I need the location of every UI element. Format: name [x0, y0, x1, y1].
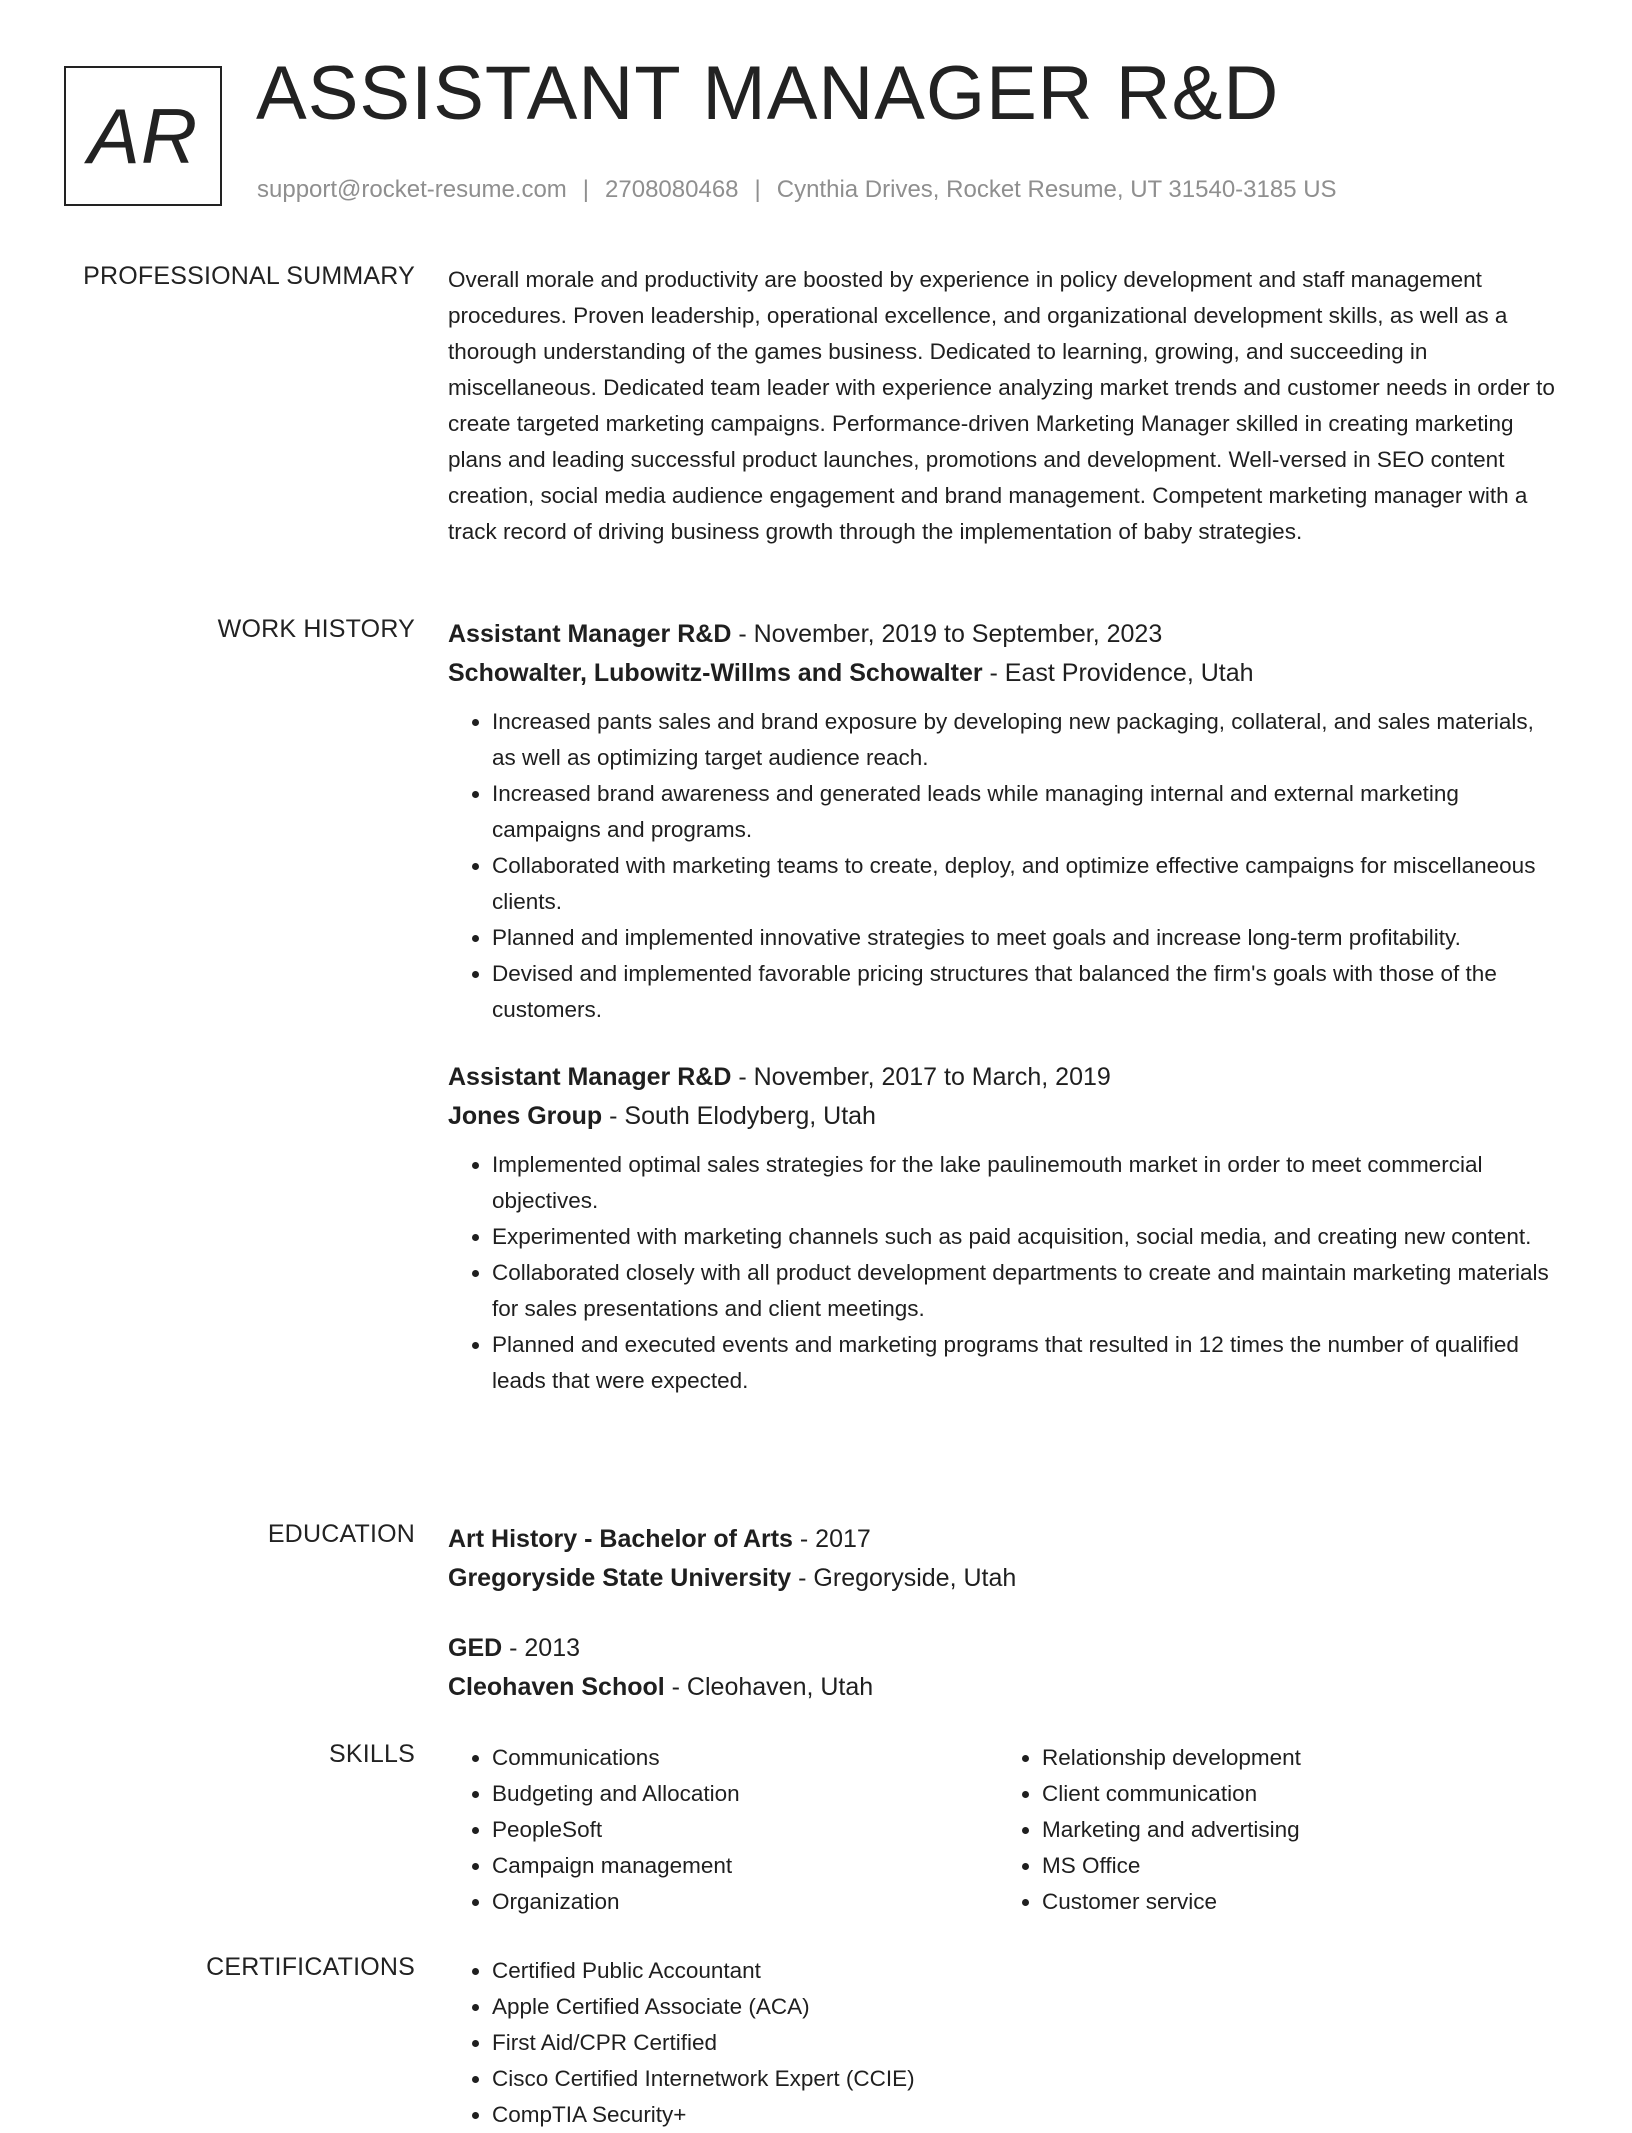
contact-separator: |	[754, 176, 761, 203]
contact-address: Cynthia Drives, Rocket Resume, UT 31540-3185 US	[776, 176, 1337, 203]
section-label-summary: PROFESSIONAL SUMMARY	[83, 262, 415, 290]
certifications-list	[448, 1953, 1560, 2133]
monogram-badge	[64, 66, 222, 206]
education-school-line	[448, 1559, 1560, 1598]
education-body	[448, 1520, 1560, 1707]
job-company-line	[448, 654, 1560, 693]
skill-item: • PeopleSoft	[492, 1812, 998, 1848]
certification-item: • CompTIA Security+	[492, 2097, 1560, 2133]
certification-item: • Cisco Certified Internetwork Expert (CCIE)	[492, 2061, 1560, 2097]
contact-phone[interactable]: 2708080468	[605, 176, 739, 203]
job-bullet: • Planned and implemented innovative strategies to meet goals and increase long-term profitability.	[492, 920, 1560, 956]
skill-item: • Campaign management	[492, 1848, 998, 1884]
education-entry	[448, 1520, 1560, 1598]
work-history-body	[448, 615, 1560, 1399]
skills-body	[448, 1740, 1560, 1920]
education-school: Cleohaven School	[448, 1673, 665, 1701]
job-dates: - November, 2017 to March, 2019	[731, 1063, 1111, 1091]
job-bullet: • Implemented optimal sales strategies for the lake paulinemouth market in order to meet commercial objectives.	[492, 1147, 1560, 1219]
education-degree-line	[448, 1629, 1560, 1668]
skill-item: • Client communication	[1042, 1776, 1548, 1812]
job-bullet: • Collaborated with marketing teams to create, deploy, and optimize effective campaigns for miscellaneous clients.	[492, 848, 1560, 920]
job-location: - South Elodyberg, Utah	[602, 1102, 876, 1130]
job-title-line	[448, 1058, 1560, 1097]
job-bullet: • Increased pants sales and brand exposure by developing new packaging, collateral, and sales materials, as well as optimizing target audience reach.	[492, 704, 1560, 776]
contact-line	[257, 176, 1337, 204]
job-location: - East Providence, Utah	[982, 659, 1254, 687]
education-school: Gregoryside State University	[448, 1564, 792, 1592]
skill-item: • MS Office	[1042, 1848, 1548, 1884]
skill-item: • Relationship development	[1042, 1740, 1548, 1776]
education-entry	[448, 1629, 1560, 1707]
job-bullet: • Increased brand awareness and generated leads while managing internal and external marketing campaigns and programs.	[492, 776, 1560, 848]
job-title: Assistant Manager R&D	[448, 620, 732, 648]
monogram-text: AR	[87, 91, 199, 180]
job-bullets	[448, 1147, 1560, 1399]
job-bullet: • Collaborated closely with all product development departments to create and maintain marketing materials for sales presentations and client meetings.	[492, 1255, 1560, 1327]
section-label-certifications: CERTIFICATIONS	[206, 1953, 415, 1981]
job-company-line	[448, 1097, 1560, 1136]
education-location: - Cleohaven, Utah	[664, 1673, 874, 1701]
education-school-line	[448, 1668, 1560, 1707]
education-degree: GED	[448, 1634, 503, 1662]
education-degree: Art History - Bachelor of Arts	[448, 1525, 793, 1553]
summary-body	[448, 262, 1560, 550]
skill-item: • Communications	[492, 1740, 998, 1776]
section-label-skills: SKILLS	[329, 1740, 415, 1768]
job-title: Assistant Manager R&D	[448, 1063, 732, 1091]
job-entry	[448, 1058, 1560, 1399]
job-company: Schowalter, Lubowitz-Willms and Schowalter	[448, 659, 983, 687]
section-label-work-history: WORK HISTORY	[217, 615, 415, 643]
certification-item: • First Aid/CPR Certified	[492, 2025, 1560, 2061]
job-title-line	[448, 615, 1560, 654]
certification-item: • Certified Public Accountant	[492, 1953, 1560, 1989]
education-location: - Gregoryside, Utah	[791, 1564, 1017, 1592]
skills-column-left	[448, 1740, 998, 1920]
section-label-education: EDUCATION	[267, 1520, 415, 1548]
skill-item: • Budgeting and Allocation	[492, 1776, 998, 1812]
resume-title: ASSISTANT MANAGER R&D	[256, 51, 1280, 136]
education-year: - 2013	[502, 1634, 581, 1662]
certification-item: • Apple Certified Associate (ACA)	[492, 1989, 1560, 2025]
skills-grid	[448, 1740, 1560, 1920]
job-dates: - November, 2019 to September, 2023	[731, 620, 1163, 648]
education-year: - 2017	[792, 1525, 871, 1553]
job-entry	[448, 615, 1560, 1028]
skills-column-right	[998, 1740, 1548, 1920]
education-degree-line	[448, 1520, 1560, 1559]
skill-item: • Organization	[492, 1884, 998, 1920]
job-bullet: • Experimented with marketing channels such as paid acquisition, social media, and creating new content.	[492, 1219, 1560, 1255]
job-company: Jones Group	[448, 1102, 603, 1130]
job-bullet: • Devised and implemented favorable pricing structures that balanced the firm's goals with those of the customers.	[492, 956, 1560, 1028]
job-bullets	[448, 704, 1560, 1028]
skill-item: • Customer service	[1042, 1884, 1548, 1920]
contact-separator: |	[582, 176, 590, 203]
job-bullet: • Planned and executed events and marketing programs that resulted in 12 times the number of qualified leads that were expected.	[492, 1327, 1560, 1399]
contact-email[interactable]: support@rocket-resume.com	[257, 176, 567, 203]
skill-item: • Marketing and advertising	[1042, 1812, 1548, 1848]
summary-text: Overall morale and productivity are boosted by experience in policy development and staff management procedures. Proven leadership, operational excellence, and organizational development skills, as well as a thorough understanding of the games business. Dedicated to learning, growing, and succeeding in miscellaneous. Dedicated team leader with experience analyzing market trends and customer needs in order to create targeted marketing campaigns. Performance-driven Marketing Manager skilled in creating marketing plans and leading successful product launches, promotions and development. Well-versed in SEO content creation, social media audience engagement and brand management. Competent marketing manager with a track record of driving business growth through the implementation of baby strategies.	[448, 267, 1555, 544]
certifications-body	[448, 1953, 1560, 2133]
